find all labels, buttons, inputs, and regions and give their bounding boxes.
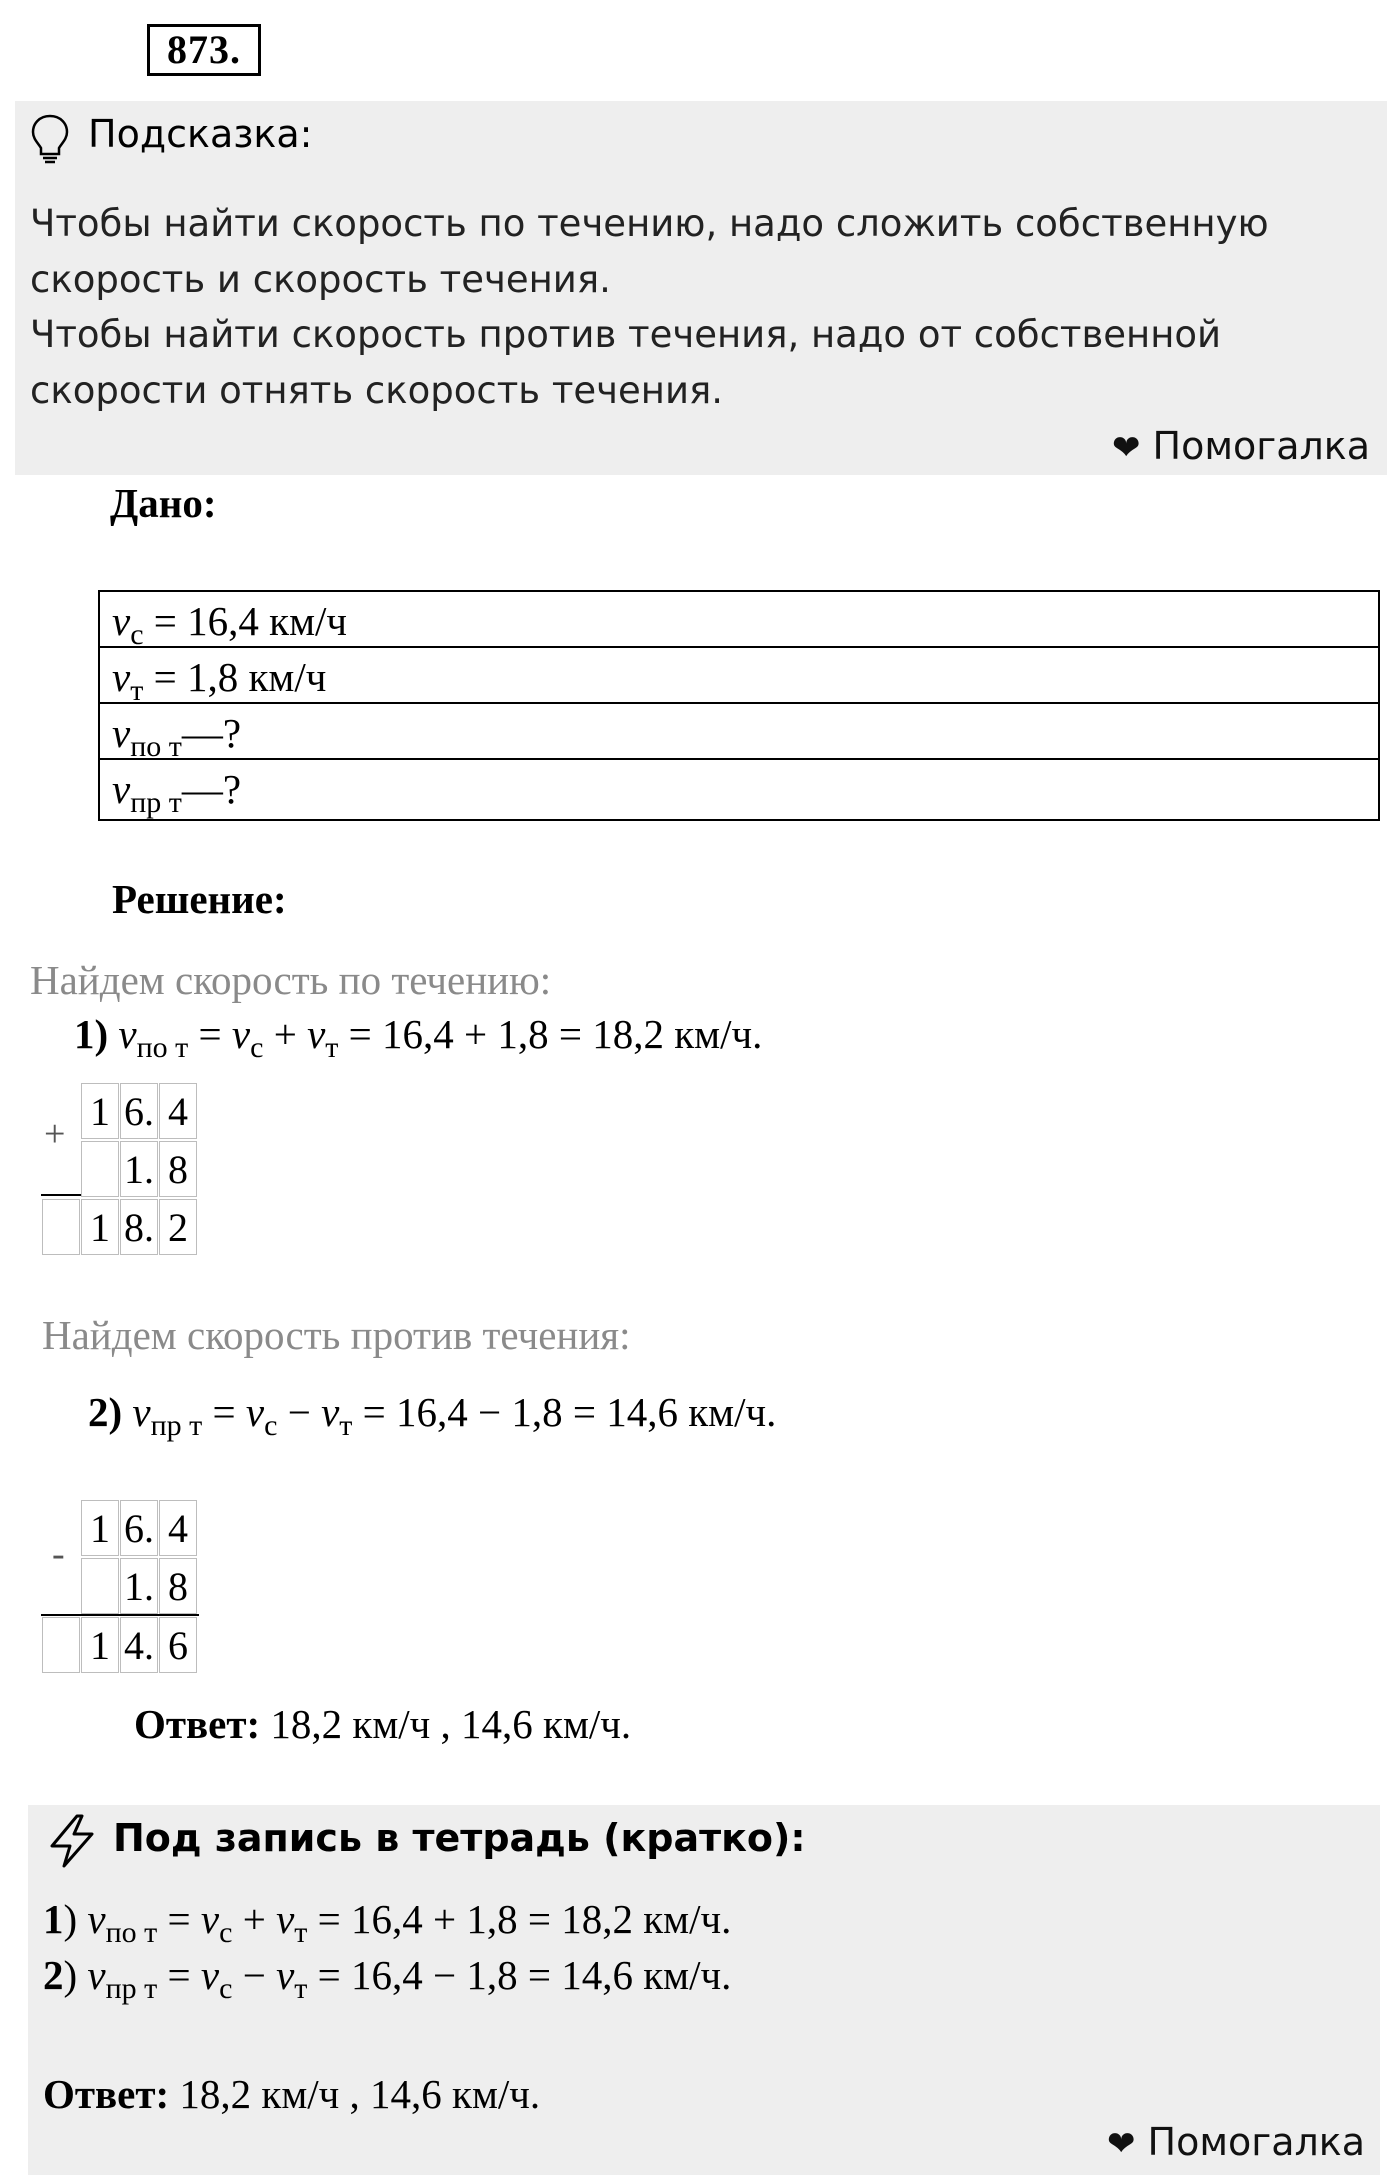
equation-result: = 16,4 + 1,8 = 18,2 км/ч. bbox=[307, 1896, 732, 1942]
digit-cell: 6. bbox=[120, 1083, 158, 1139]
answer-value: 18,2 км/ч , 14,6 км/ч. bbox=[260, 1701, 632, 1747]
velocity-symbol: v bbox=[112, 654, 131, 700]
step-number: 1 bbox=[43, 1896, 64, 1942]
equation-result: = 16,4 − 1,8 = 14,6 км/ч. bbox=[307, 1952, 732, 1998]
digit-cell: 1 bbox=[81, 1500, 119, 1556]
given-value: —? bbox=[181, 710, 242, 756]
minus-sign: - bbox=[52, 1533, 65, 1575]
hint-title: Подсказка: bbox=[88, 112, 313, 156]
given-row bbox=[100, 648, 1378, 707]
brand-label bbox=[1112, 424, 1370, 468]
equation-result: = 16,4 + 1,8 = 18,2 км/ч. bbox=[338, 1011, 763, 1057]
digit-cell: 8 bbox=[159, 1558, 197, 1614]
digit-cell: 4 bbox=[159, 1500, 197, 1556]
velocity-symbol: v bbox=[112, 766, 131, 812]
velocity-symbol: v bbox=[112, 598, 131, 644]
step1-caption: Найдем скорость по течению: bbox=[30, 957, 552, 1003]
digit-cell: 1 bbox=[81, 1617, 119, 1673]
given-value: = 1,8 км/ч bbox=[143, 654, 327, 700]
digit-cell: 1 bbox=[81, 1083, 119, 1139]
step2-equation: 2) $v_{пр т} = v_с - v_т = 16,4 - 1,8 = 14,6$ км/ч. bbox=[88, 1389, 777, 1442]
heart-icon: ❤ bbox=[1107, 2124, 1136, 2164]
velocity-subscript: с bbox=[130, 618, 144, 651]
hint-line: Чтобы найти скорость по течению, надо сложить собственную bbox=[30, 202, 1269, 245]
digit-cell: 1. bbox=[120, 1141, 158, 1197]
equation-result: = 16,4 − 1,8 = 14,6 км/ч. bbox=[352, 1389, 777, 1435]
digit-cell: 8. bbox=[120, 1199, 158, 1255]
velocity-subscript: по т bbox=[130, 730, 182, 763]
digit-cell: 4. bbox=[120, 1617, 158, 1673]
step1-equation: 1) $v_{по т} = v_с + v_т = 16,4 + 1,8 = 18,2$ км/ч. bbox=[74, 1011, 763, 1064]
given-row bbox=[100, 760, 1378, 819]
given-row bbox=[100, 704, 1378, 763]
note-equation: 2) $v_{пр т} = v_с - v_т = 16,4 - 1,8 = 14,6$ км/ч. bbox=[43, 1952, 732, 2005]
step-number: 1) bbox=[74, 1011, 109, 1057]
lightbulb-icon bbox=[30, 113, 70, 165]
digit-cell: 2 bbox=[159, 1199, 197, 1255]
given-value: —? bbox=[181, 766, 242, 812]
digit-cell: 1 bbox=[81, 1199, 119, 1255]
given-value: = 16,4 км/ч bbox=[143, 598, 348, 644]
brand-text: Помогалка bbox=[1147, 2120, 1366, 2164]
digit-cell: 8 bbox=[159, 1141, 197, 1197]
step-number: 2 bbox=[43, 1952, 64, 1998]
velocity-symbol: v bbox=[112, 710, 131, 756]
brand-label bbox=[1107, 2120, 1365, 2164]
digit-cell: 1. bbox=[120, 1558, 158, 1614]
digit-cell: 6 bbox=[159, 1617, 197, 1673]
answer bbox=[43, 2070, 540, 2118]
hint-line: скорости отнять скорость течения. bbox=[30, 369, 724, 412]
plus-sign: + bbox=[44, 1113, 66, 1155]
step-number: 2) bbox=[88, 1389, 123, 1435]
task-number: 873. bbox=[147, 24, 261, 76]
brand-text: Помогалка bbox=[1152, 424, 1371, 468]
lightning-icon bbox=[44, 1812, 100, 1870]
solution-title: Решение: bbox=[112, 876, 287, 922]
digit-cell: 6. bbox=[120, 1500, 158, 1556]
answer bbox=[134, 1700, 631, 1748]
hint-line: Чтобы найти скорость против течения, надо от собственной bbox=[30, 313, 1222, 356]
heart-icon: ❤ bbox=[1112, 428, 1141, 468]
given-row bbox=[100, 592, 1378, 651]
notes-title: Под запись в тетрадь (кратко): bbox=[113, 1816, 806, 1860]
answer-label: Ответ: bbox=[134, 1701, 261, 1747]
velocity-subscript: пр т bbox=[130, 786, 182, 819]
given-table bbox=[98, 590, 1380, 821]
digit-cell bbox=[81, 1141, 119, 1197]
note-equation: 1) $v_{по т} = v_с + v_т = 16,4 + 1,8 = 18,2$ км/ч. bbox=[43, 1896, 732, 1949]
step2-caption: Найдем скорость против течения: bbox=[42, 1312, 631, 1358]
hint-line: скорость и скорость течения. bbox=[30, 258, 611, 301]
given-title: Дано: bbox=[110, 480, 217, 526]
digit-cell: 4 bbox=[159, 1083, 197, 1139]
digit-cell bbox=[81, 1558, 119, 1614]
answer-label: Ответ: bbox=[43, 2071, 170, 2117]
answer-value: 18,2 км/ч , 14,6 км/ч. bbox=[169, 2071, 541, 2117]
velocity-subscript: т bbox=[130, 674, 144, 707]
